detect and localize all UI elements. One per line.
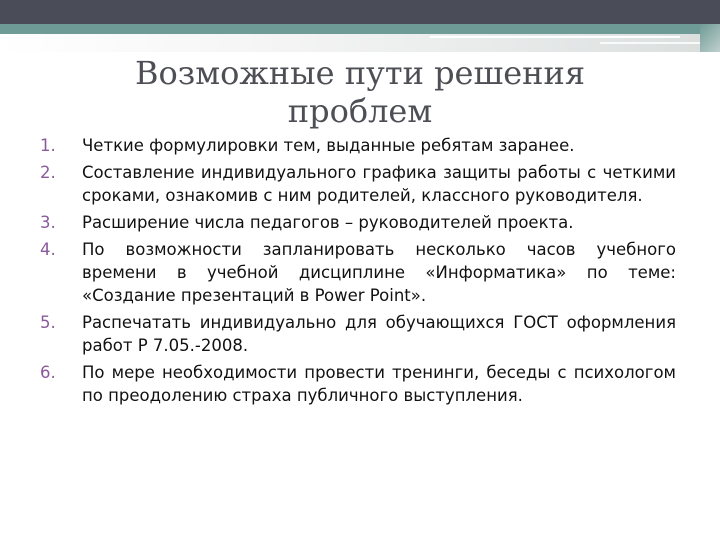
list-item bbox=[40, 134, 676, 157]
list-item bbox=[40, 311, 676, 357]
slide-content bbox=[40, 134, 676, 411]
slide-title: Возможные пути решения проблем bbox=[134, 54, 586, 130]
header-band-dark bbox=[0, 0, 720, 24]
list-item bbox=[40, 238, 676, 307]
list-item-number: 4. bbox=[40, 240, 56, 259]
list-item-text: Расширение числа педагогов – руководителей проекта. bbox=[82, 213, 574, 232]
list-item bbox=[40, 211, 676, 234]
header-decor-line bbox=[600, 42, 710, 44]
list-item-number: 6. bbox=[40, 363, 56, 382]
header-decor-line bbox=[430, 36, 680, 38]
list-item-number: 1. bbox=[40, 136, 56, 155]
list-item-number: 5. bbox=[40, 313, 56, 332]
list-item-text: Четкие формулировки тем, выданные ребятам заранее. bbox=[82, 136, 575, 155]
list-item-text: Составление индивидуального графика защиты работы с четкими сроками, ознакомив с ним родителей, классного руководителя. bbox=[82, 163, 676, 205]
list-item bbox=[40, 361, 676, 407]
list-item-text: Распечатать индивидуально для обучающихся ГОСТ оформления работ Р 7.05.-2008. bbox=[82, 313, 676, 355]
list-item bbox=[40, 161, 676, 207]
header-decor-corner bbox=[700, 24, 720, 52]
list-item-text: По мере необходимости провести тренинги, беседы с психологом по преодолению страха публичного выступления. bbox=[82, 363, 676, 405]
list-item-text: По возможности запланировать несколько часов учебного времени в учебной дисциплине «Информатика» по теме: «Создание презентаций в Power Point». bbox=[82, 240, 676, 305]
list-item-number: 3. bbox=[40, 213, 56, 232]
header-band-teal bbox=[0, 24, 720, 34]
numbered-list bbox=[40, 134, 676, 407]
list-item-number: 2. bbox=[40, 163, 56, 182]
